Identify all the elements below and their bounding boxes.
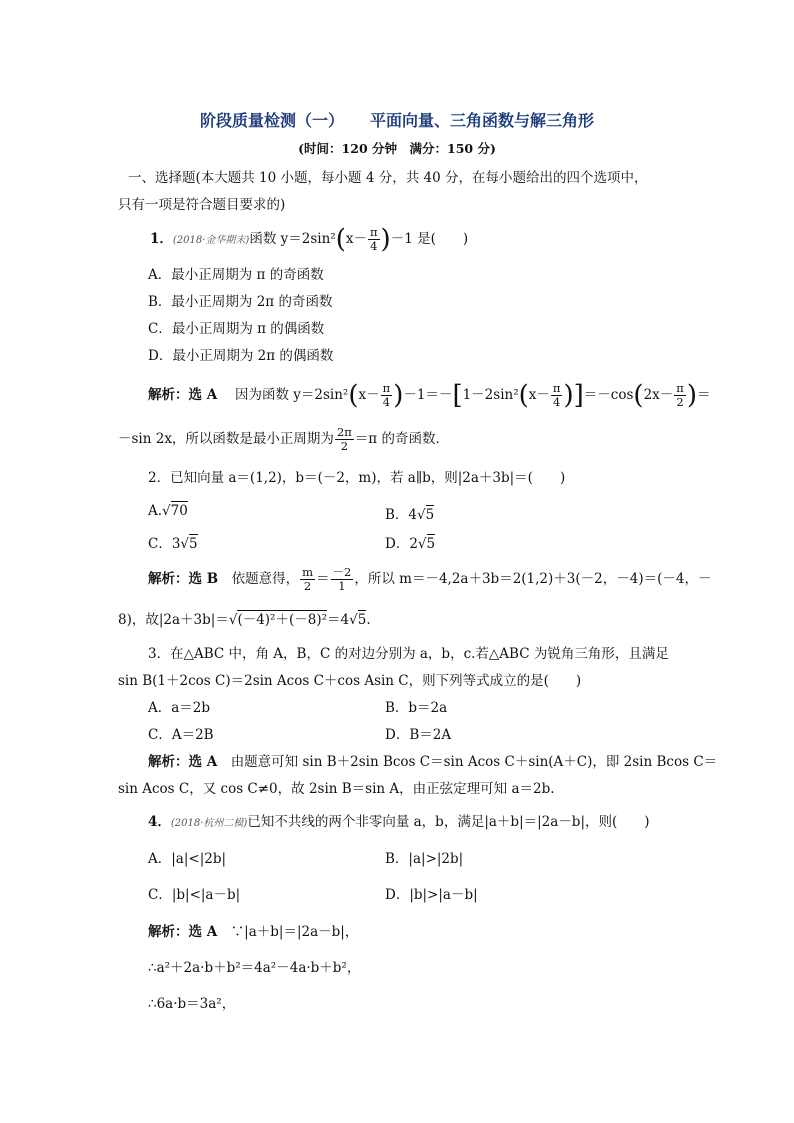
- section-heading-line1: 一、选择题(本大题共 10 小题，每小题 4 分，共 40 分，在每小题给出的四个选项中，: [128, 170, 648, 186]
- q4-stem: 4．(2018·杭州二模)已知不共线的两个非零向量 a，b，满足|a＋b|＝|2a－b|，则( ): [148, 814, 650, 830]
- q1-option-b[interactable]: B．最小正周期为 2π 的奇函数: [148, 294, 333, 310]
- q3-stem-line2: sin B(1＋2cos C)＝2sin Acos C＋cos Asin C，则下列等式成立的是( ): [118, 673, 582, 689]
- solution-label: 解析：选 A: [148, 387, 218, 403]
- q1-source: (2018·金华期末): [172, 235, 250, 246]
- q3-option-a[interactable]: A．a＝2b: [148, 700, 211, 716]
- q2-option-a[interactable]: A.√70: [148, 503, 188, 519]
- solution-label: 解析：选 A: [148, 754, 218, 770]
- q4-solution-line2: ∴a²＋2a·b＋b²＝4a²－4a·b＋b²，: [148, 960, 361, 976]
- q1-stem: 1．(2018·金华期末)函数 y＝2sin²(x－ $\frac{\pi}{4}$ )－1 是( ): [150, 224, 469, 255]
- q1-solution-line1: 解析：选 A 因为函数 y＝2sin²(x－ $\frac{\pi}{4}$ )－1＝－[1－2sin²(x－ $\frac{\pi}{4}$ )]＝－cos(2x－ $\frac{\pi}{2}$ )＝: [148, 380, 711, 411]
- q3-option-b[interactable]: B．b＝2a: [385, 700, 448, 716]
- solution-label: 解析：选 B: [148, 571, 219, 587]
- q3-solution-line1: 解析：选 A 由题意可知 sin B＋2sin Bcos C＝sin Acos C＋sin(A＋C)，即 2sin Bcos C＝: [148, 754, 718, 770]
- q2-solution-line2: 8)，故|2a＋3b|＝√(－4)²＋(－8)²＝4√5.: [118, 612, 371, 628]
- q1-option-a[interactable]: A．最小正周期为 π 的奇函数: [148, 267, 324, 283]
- solution-label: 解析：选 A: [148, 924, 218, 940]
- q3-solution-line2: sin Acos C，又 cos C≠0，故 2sin B＝sin A，由正弦定理可知 a＝2b.: [118, 781, 555, 797]
- q2-option-c[interactable]: C．3√5: [148, 536, 198, 552]
- q2-option-d[interactable]: D．2√5: [385, 536, 436, 552]
- q2-solution-line1: 解析：选 B 依题意得， $\frac{m}{2}$ ＝ $\frac{-2}{1}$ ，所以 m＝－4,2a＋3b＝2(1,2)＋3(－2，－4)＝(－4，－: [148, 565, 712, 593]
- page-title: [0, 108, 794, 131]
- q4-solution-line3: ∴6a·b＝3a²，: [148, 996, 236, 1012]
- q1-fraction: $\frac{\pi}{4}$: [369, 225, 378, 253]
- title-part1: 阶段质量检测（一）: [199, 111, 344, 130]
- exam-info: (时间：120 分钟 满分：150 分): [298, 141, 496, 156]
- q1-solution-line2: －sin 2x，所以函数是最小正周期为 $\frac{2\pi}{2}$ ＝π 的奇函数．: [118, 425, 449, 453]
- section-heading-line2: 只有一项是符合题目要求的): [118, 197, 286, 213]
- q3-option-c[interactable]: C．A＝2B: [148, 727, 214, 743]
- q4-option-d[interactable]: D．|b|>|a－b|: [385, 887, 478, 903]
- q2-option-b[interactable]: B．4√5: [385, 507, 435, 523]
- q4-solution-line1: 解析：选 A ∵|a＋b|＝|2a－b|，: [148, 924, 359, 940]
- q2-stem: 2．已知向量 a＝(1,2)，b＝(－2，m)，若 a∥b，则|2a＋3b|＝( ): [148, 470, 566, 486]
- q1-option-c[interactable]: C．最小正周期为 π 的偶函数: [148, 321, 325, 337]
- q4-source: (2018·杭州二模): [170, 818, 248, 829]
- q4-option-a[interactable]: A．|a|<|2b|: [148, 851, 227, 867]
- q4-option-b[interactable]: B．|a|>|2b|: [385, 851, 464, 867]
- title-part2: 平面向量、三角函数与解三角形: [370, 111, 595, 130]
- q3-option-d[interactable]: D．B＝2A: [385, 727, 452, 743]
- q3-stem-line1: 3．在△ABC 中，角 A，B，C 的对边分别为 a，b，c.若△ABC 为锐角三角形，且满足: [148, 646, 669, 662]
- q4-option-c[interactable]: C．|b|<|a－b|: [148, 887, 241, 903]
- q1-option-d[interactable]: D．最小正周期为 2π 的偶函数: [148, 348, 334, 364]
